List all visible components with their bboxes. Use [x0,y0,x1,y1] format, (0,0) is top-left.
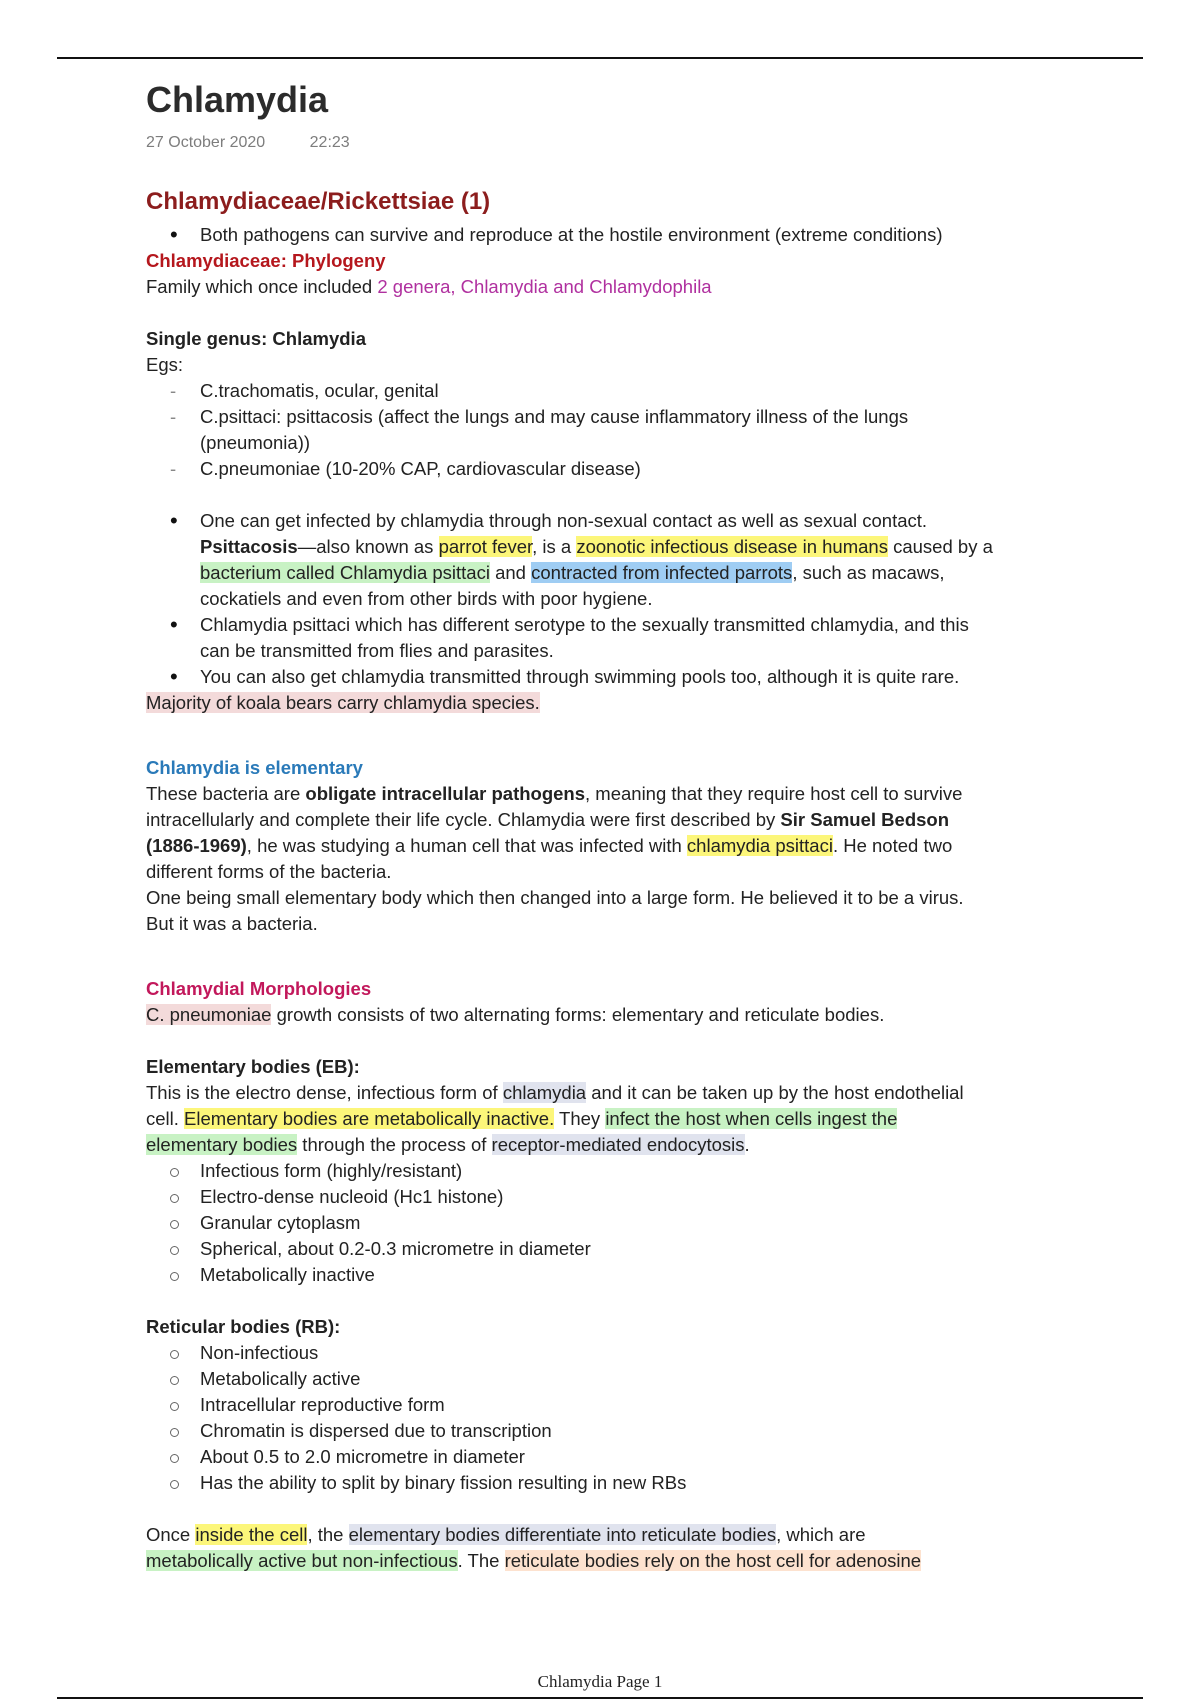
circle-bullet-icon [170,1470,194,1496]
bullet-icon [170,664,194,691]
list-item: • Both pathogens can survive and reproduce at the hostile environment (extreme conditions) [146,222,1076,248]
elementary-heading: Chlamydia is elementary [146,757,363,778]
list-item: Granular cytoplasm [146,1210,1076,1236]
eb-paragraph: This is the electro dense, infectious form of chlamydia and it can be taken up by the host endothelial cell. Elementary bodies are metabolically inactive. They infect the host when cells ingest the elementary bodies through the process of receptor-mediated endocytosis. [146,1082,964,1155]
list-item-continuation: (pneumonia)) [200,432,311,453]
circle-bullet-icon [170,1392,194,1418]
list-item: About 0.5 to 2.0 micrometre in diameter [146,1444,1076,1470]
list-item: Has the ability to split by binary fission resulting in new RBs [146,1470,1076,1496]
circle-bullet-icon [170,1366,194,1392]
list-item: Metabolically active [146,1366,1076,1392]
circle-bullet-icon [170,1340,194,1366]
koala-line: Majority of koala bears carry chlamydia species. [146,692,540,713]
list-item: Spherical, about 0.2-0.3 micrometre in diameter [146,1236,1076,1262]
circle-bullet-icon [170,1184,194,1210]
circle-bullet-icon [170,1418,194,1444]
bullet-icon [170,612,194,639]
dash-icon [170,378,194,404]
bullet-icon [170,508,194,535]
egs-label: Egs: [146,354,184,375]
list-item: - C.pneumoniae (10-20% CAP, cardiovascular disease) [146,456,1076,482]
bullet-icon [170,222,194,249]
top-rule [57,57,1143,59]
list-item: Infectious form (highly/resistant) [146,1158,1076,1184]
note-date: 27 October 2020 [146,134,266,151]
page-footer: Chlamydia Page 1 [537,1672,663,1691]
note-meta [146,128,1076,158]
note-time: 22:23 [309,134,350,151]
genus-heading: Single genus: Chlamydia [146,328,366,349]
list-item: Electro-dense nucleoid (Hc1 histone) [146,1184,1076,1210]
list-item: Metabolically inactive [146,1262,1076,1288]
eb-heading: Elementary bodies (EB): [146,1056,360,1077]
circle-bullet-icon [170,1236,194,1262]
morphologies-line: C. pneumoniae growth consists of two alternating forms: elementary and reticulate bodies. [146,1004,885,1025]
elementary-paragraph: These bacteria are obligate intracellular pathogens, meaning that they require host cell to survive intracellularly and complete their life cycle. Chlamydia were first described by Sir Samuel Bedson (1886-1969), he was studying a human cell that was infected with chlamydia psittaci. He noted two different forms of the bacteria. One being small elementary body which then changed into a large form. He believed it to be a virus. But it was a bacteria. [146,783,964,934]
list-item: Chromatin is dispersed due to transcription [146,1418,1076,1444]
bottom-rule [57,1697,1143,1699]
list-item: - C.trachomatis, ocular, genital [146,378,1076,404]
closing-paragraph: Once inside the cell, the elementary bodies differentiate into reticulate bodies, which are metabolically active but non-infectious. The reticulate bodies rely on the host cell for adenosine [146,1524,922,1571]
circle-bullet-icon [170,1262,194,1288]
list-item: Intracellular reproductive form [146,1392,1076,1418]
dash-icon [170,404,194,430]
dash-icon [170,456,194,482]
list-item: • Chlamydia psittaci which has different serotype to the sexually transmitted chlamydia, and this can be transmitted from flies and parasites. [146,612,1076,664]
family-line: Family which once included 2 genera, Chlamydia and Chlamydophila [146,276,712,297]
morphologies-heading: Chlamydial Morphologies [146,978,372,999]
note-page [146,72,1076,1574]
circle-bullet-icon [170,1444,194,1470]
circle-bullet-icon [170,1210,194,1236]
phylogeny-heading: Chlamydiaceae: Phylogeny [146,250,386,271]
page-title: Chlamydia [146,79,329,120]
rb-heading: Reticular bodies (RB): [146,1316,341,1337]
list-item: Non-infectious [146,1340,1076,1366]
list-item: - C.psittaci: psittacosis (affect the lungs and may cause inflammatory illness of the lungs [146,404,1076,430]
list-item: • You can also get chlamydia transmitted through swimming pools too, although it is quite rare. [146,664,1076,690]
section-heading-rickettsiae: Chlamydiaceae/Rickettsiae (1) [146,188,491,215]
list-item: • One can get infected by chlamydia through non-sexual contact as well as sexual contact. Psittacosis—also known as parrot fever, is a zoonotic infectious disease in humans caused by a bacterium called Chlamydia psittaci and contracted from infected parrots, such as macaws, cockatiels and even from other birds with poor hygiene. [146,508,1076,612]
circle-bullet-icon [170,1158,194,1184]
